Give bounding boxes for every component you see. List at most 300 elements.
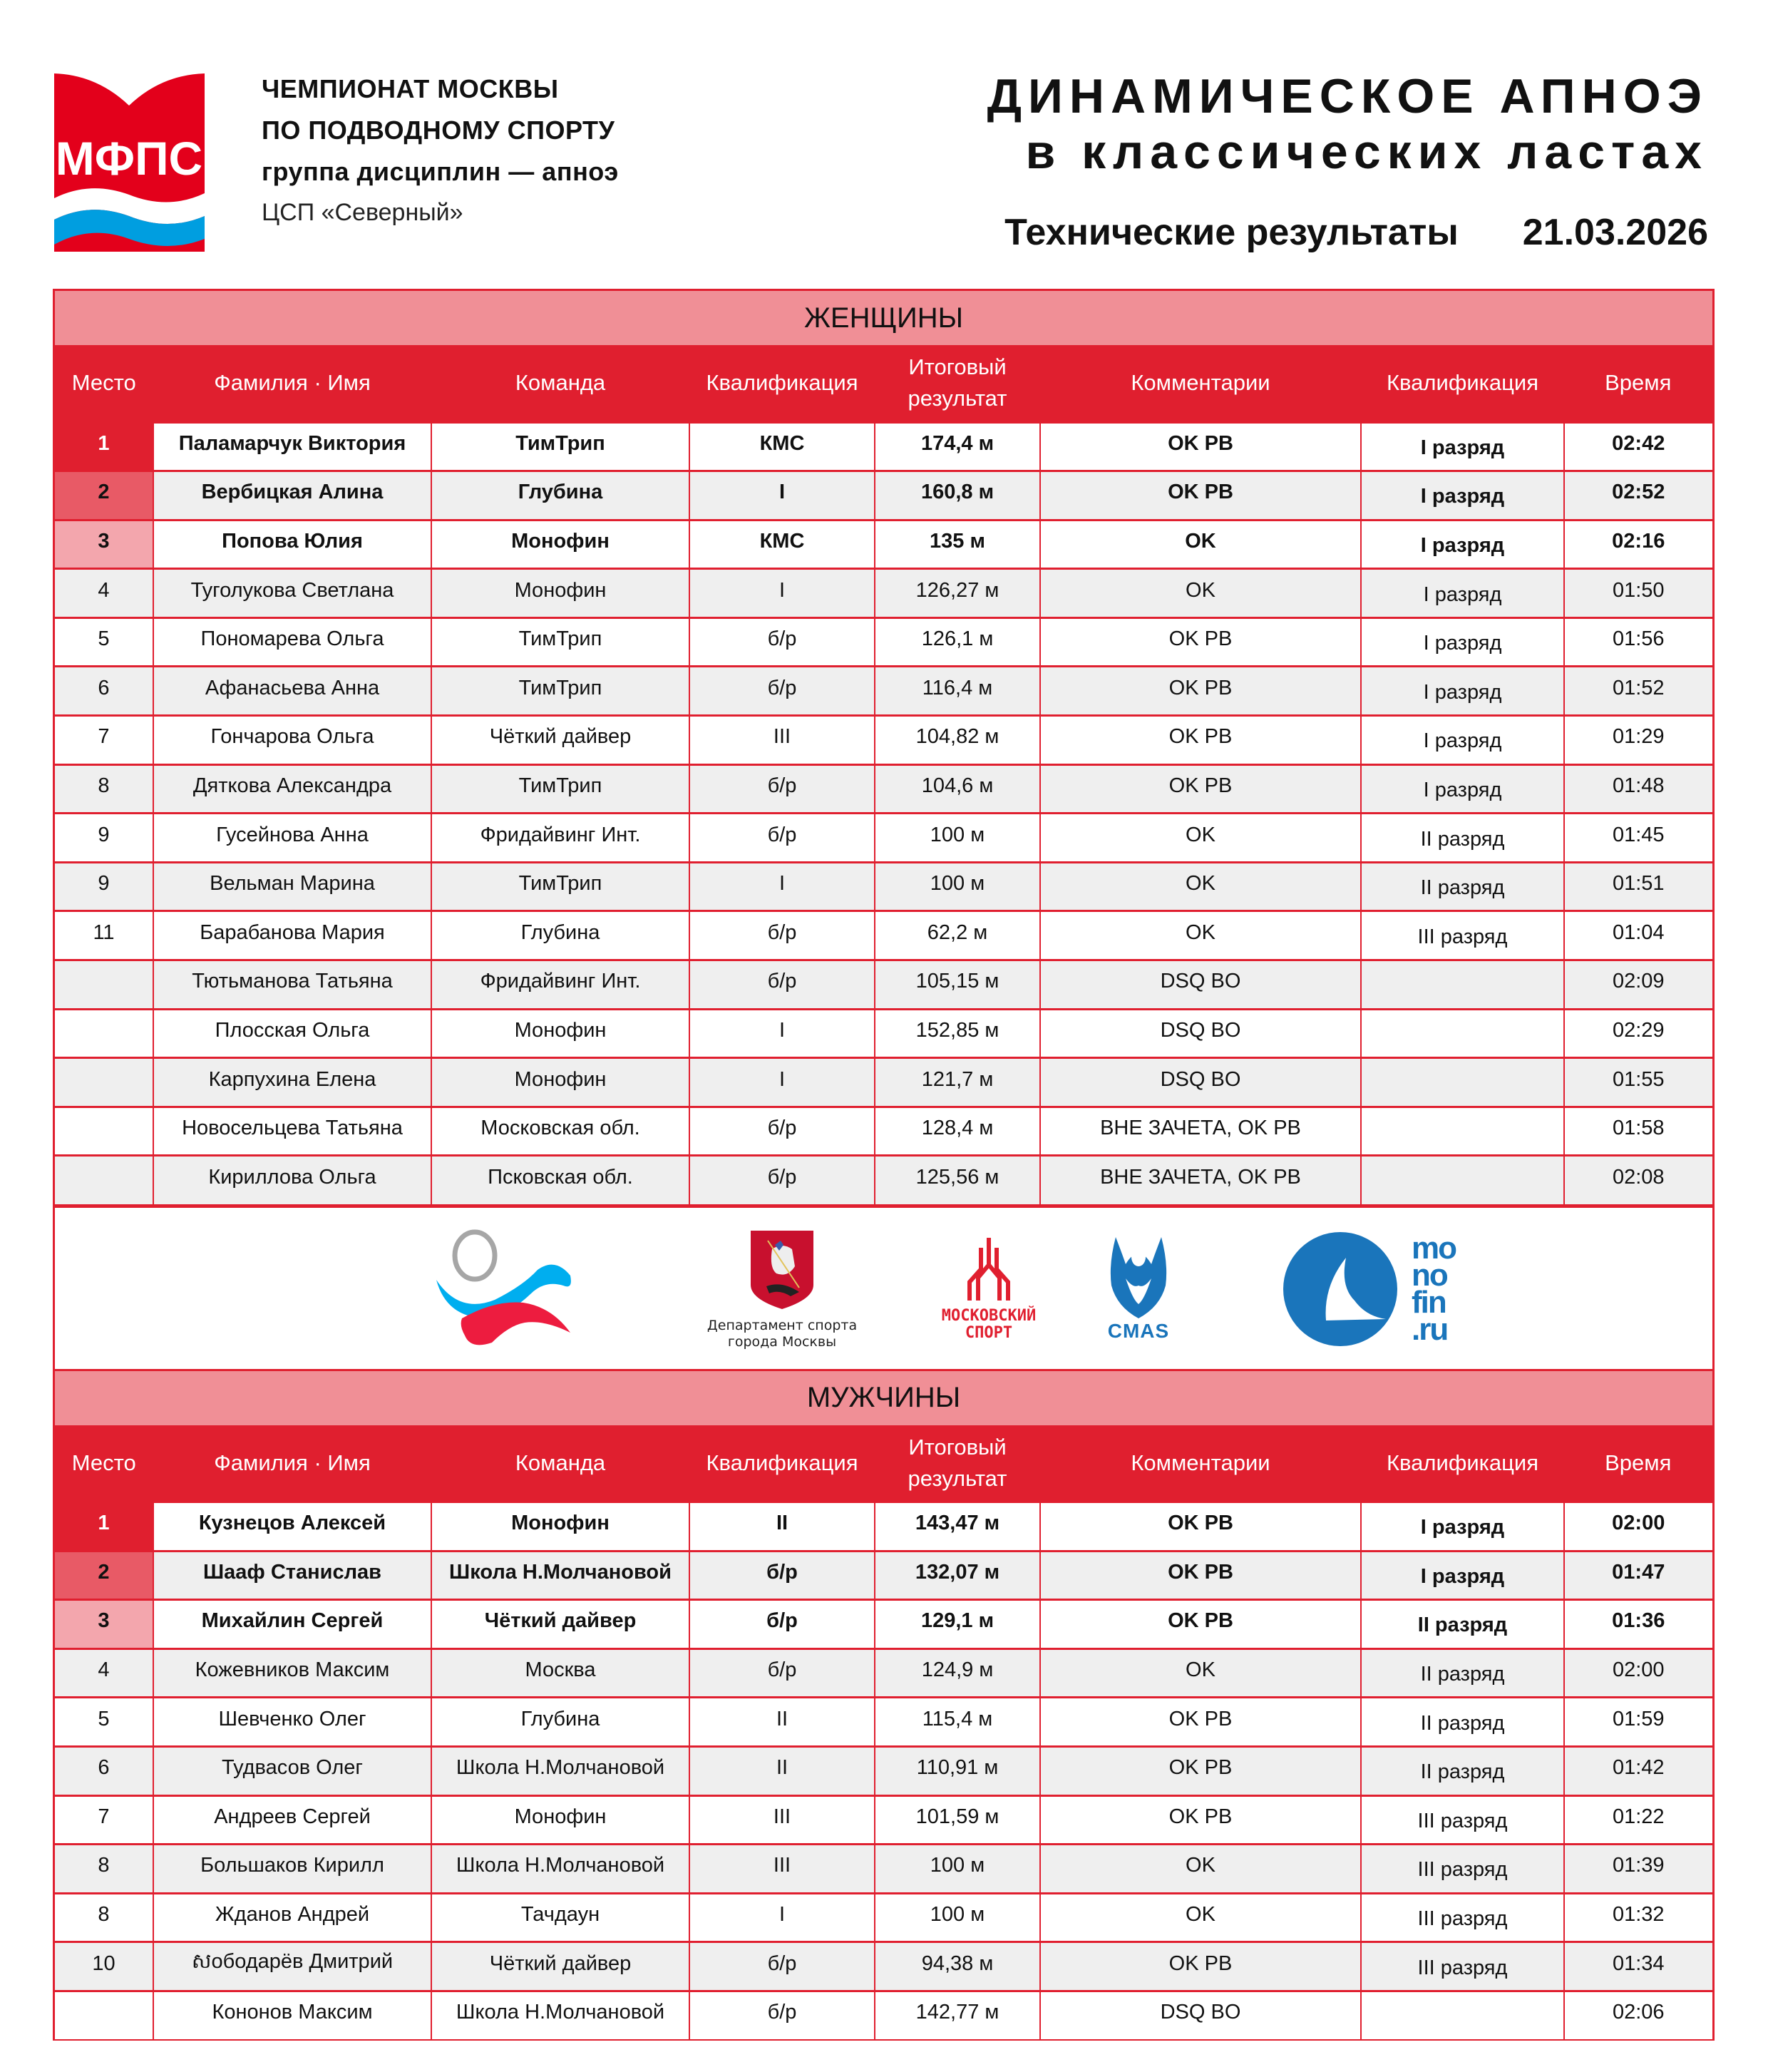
table-row xyxy=(55,1942,1712,1991)
cell-time xyxy=(1564,617,1712,667)
monofin-fin-icon xyxy=(1280,1229,1400,1349)
cell-time xyxy=(1564,814,1712,863)
comment-value: DSQ BO xyxy=(1160,1067,1241,1091)
place-value: 9 xyxy=(98,872,110,896)
cell-athlete-name xyxy=(153,960,431,1010)
cell-team xyxy=(431,1845,689,1894)
cell-athlete-name xyxy=(153,1746,431,1795)
cell-time xyxy=(1564,1009,1712,1058)
comment-value: OK PB xyxy=(1168,774,1233,797)
time-value: 01:39 xyxy=(1612,1854,1665,1877)
col-team: Команда xyxy=(431,345,689,422)
women-results-section xyxy=(53,289,1715,2041)
cell-comment xyxy=(1040,1551,1361,1600)
cell-place xyxy=(55,1551,153,1600)
women-results-table xyxy=(55,345,1712,1206)
cell-team xyxy=(431,1600,689,1649)
cell-team xyxy=(431,520,689,569)
cell-rank xyxy=(1361,862,1564,911)
cell-team xyxy=(431,862,689,911)
cell-result xyxy=(875,1845,1040,1894)
result-value: 126,1 м xyxy=(921,627,994,651)
rank-value: II разряд xyxy=(1420,1663,1505,1686)
women-section-title: ЖЕНЩИНЫ xyxy=(55,289,1712,345)
team-value: Фридайвинг Инт. xyxy=(480,823,641,846)
cell-result xyxy=(875,1698,1040,1747)
men-rows xyxy=(55,1502,1712,2041)
rank-value: I разряд xyxy=(1420,1564,1505,1588)
col-qualification: Квалификация xyxy=(689,345,875,422)
moscow-coat-of-arms-icon xyxy=(748,1228,816,1311)
time-value: 01:34 xyxy=(1612,1952,1665,1975)
cell-result xyxy=(875,764,1040,814)
comment-value: DSQ BO xyxy=(1160,1018,1241,1042)
rank-value: II разряд xyxy=(1420,1711,1505,1735)
cell-time xyxy=(1564,1551,1712,1600)
cell-comment xyxy=(1040,1600,1361,1649)
cell-comment xyxy=(1040,1845,1361,1894)
time-value: 02:08 xyxy=(1612,1165,1665,1189)
cell-athlete-name xyxy=(153,520,431,569)
athlete-name-value: Кириллова Ольга xyxy=(208,1165,376,1189)
cell-comment xyxy=(1040,422,1361,471)
moscow-sport-logo xyxy=(910,1208,1067,1371)
cell-place xyxy=(55,1698,153,1747)
cell-result xyxy=(875,471,1040,520)
athlete-name-value: Михайлин Сергей xyxy=(201,1609,384,1633)
athlete-name-value: Карпухина Елена xyxy=(208,1067,376,1091)
team-value: Чёткий дайвер xyxy=(484,1609,637,1633)
monofin-logo xyxy=(1233,1208,1504,1371)
rank-value: III разряд xyxy=(1417,1809,1508,1832)
result-value: 129,1 м xyxy=(920,1609,994,1633)
cell-comment xyxy=(1040,1107,1361,1156)
cell-place xyxy=(55,1009,153,1058)
monofin-word-4: .ru xyxy=(1412,1312,1448,1347)
cell-result xyxy=(875,1600,1040,1649)
result-value: 160,8 м xyxy=(920,481,994,504)
subtitle-row xyxy=(1004,211,1708,254)
qualification-value: I xyxy=(778,1067,786,1091)
cell-place xyxy=(55,814,153,863)
cell-result xyxy=(875,814,1040,863)
team-value: Московская обл. xyxy=(480,1117,640,1140)
comment-value: OK PB xyxy=(1168,1609,1233,1633)
cell-athlete-name xyxy=(153,1600,431,1649)
qualification-value: б/р xyxy=(767,627,797,651)
cell-time xyxy=(1564,569,1712,618)
cell-result xyxy=(875,1058,1040,1107)
cell-athlete-name xyxy=(153,814,431,863)
comment-value: OK xyxy=(1186,578,1216,602)
event-date: 21.03.2026 xyxy=(1522,212,1708,253)
cell-comment xyxy=(1040,667,1361,716)
cell-athlete-name xyxy=(153,667,431,716)
time-value: 01:48 xyxy=(1612,774,1665,797)
cell-team xyxy=(431,1058,689,1107)
place-value: 10 xyxy=(92,1952,115,1975)
cell-team xyxy=(431,569,689,618)
table-row xyxy=(55,1698,1712,1747)
athlete-name-value: Барабанова Мария xyxy=(200,920,385,944)
cell-comment xyxy=(1040,471,1361,520)
moscow-dept-caption-1: Департамент спорта xyxy=(706,1318,858,1333)
qualification-value: III xyxy=(773,1854,791,1877)
cell-team xyxy=(431,1156,689,1205)
monofin-word-3: fin xyxy=(1412,1285,1446,1320)
qualification-value: I xyxy=(778,1018,786,1042)
cell-athlete-name xyxy=(153,1551,431,1600)
comment-value: OK PB xyxy=(1168,725,1233,749)
cell-qualification xyxy=(689,471,875,520)
cell-comment xyxy=(1040,1795,1361,1845)
cell-comment xyxy=(1040,1942,1361,1991)
table-header-row xyxy=(55,345,1712,422)
col-place: Место xyxy=(55,1425,153,1502)
cell-rank xyxy=(1361,1845,1564,1894)
cell-rank xyxy=(1361,1058,1564,1107)
comment-value: OK xyxy=(1186,1658,1216,1682)
cell-time xyxy=(1564,1156,1712,1205)
cell-comment xyxy=(1040,1991,1361,2040)
cell-rank xyxy=(1361,1942,1564,1991)
cell-time xyxy=(1564,520,1712,569)
cell-place xyxy=(55,1845,153,1894)
result-value: 135 м xyxy=(930,529,985,553)
comment-value: OK PB xyxy=(1168,1952,1233,1975)
team-value: ТимТрип xyxy=(518,676,602,699)
athlete-name-value: Пономарева Ольга xyxy=(200,627,384,651)
qualification-value: I xyxy=(778,872,786,896)
cell-qualification xyxy=(689,1698,875,1747)
qualification-value: б/р xyxy=(767,970,797,993)
cell-comment xyxy=(1040,1893,1361,1942)
col-rank: Квалификация xyxy=(1361,345,1564,422)
team-value: Монофин xyxy=(514,1805,607,1828)
col-result-line-2: результат xyxy=(908,386,1007,411)
cell-result xyxy=(875,1893,1040,1942)
cell-time xyxy=(1564,1698,1712,1747)
qualification-value: КМС xyxy=(759,529,805,553)
col-comment: Комментарии xyxy=(1040,345,1361,422)
cell-time xyxy=(1564,862,1712,911)
qualification-value: I xyxy=(778,1903,786,1927)
cell-rank xyxy=(1361,667,1564,716)
result-value: 116,4 м xyxy=(922,676,993,699)
rank-value: I разряд xyxy=(1423,680,1502,704)
cell-rank xyxy=(1361,1600,1564,1649)
time-value: 02:09 xyxy=(1612,970,1665,993)
cell-rank xyxy=(1361,1156,1564,1205)
rank-value: II разряд xyxy=(1420,876,1505,900)
cell-rank xyxy=(1361,1746,1564,1795)
cell-qualification xyxy=(689,1502,875,1552)
result-value: 126,27 м xyxy=(915,578,999,602)
cell-team xyxy=(431,667,689,716)
comment-value: OK PB xyxy=(1168,481,1233,504)
athlete-name-value: Кожевников Максим xyxy=(195,1658,390,1682)
qualification-value: КМС xyxy=(759,431,805,455)
time-value: 01:22 xyxy=(1612,1805,1665,1828)
team-value: Глубина xyxy=(518,481,603,504)
athlete-name-value: Дяткова Александра xyxy=(192,774,392,797)
cell-qualification xyxy=(689,1058,875,1107)
col-name: Фамилия · Имя xyxy=(153,1425,431,1502)
table-row xyxy=(55,911,1712,960)
result-value: 121,7 м xyxy=(921,1067,994,1091)
time-value: 01:50 xyxy=(1612,578,1665,602)
col-team: Команда xyxy=(431,1425,689,1502)
team-value: Монофин xyxy=(511,1512,610,1535)
qualification-value: I xyxy=(778,481,786,504)
cell-rank xyxy=(1361,422,1564,471)
cell-team xyxy=(431,1009,689,1058)
athlete-name-value: Жданов Андрей xyxy=(215,1903,370,1927)
result-value: 101,59 м xyxy=(915,1805,999,1828)
qualification-value: II xyxy=(776,1512,788,1535)
result-value: 104,82 м xyxy=(915,725,999,749)
mfps-logo-text: МФПС xyxy=(55,132,203,185)
table-row xyxy=(55,960,1712,1010)
table-row xyxy=(55,1107,1712,1156)
cell-athlete-name xyxy=(153,569,431,618)
place-value: 6 xyxy=(98,676,110,699)
team-value: Школа Н.Молчановой xyxy=(456,2001,665,2024)
table-row xyxy=(55,1600,1712,1649)
table-row xyxy=(55,422,1712,471)
cell-comment xyxy=(1040,1746,1361,1795)
cell-qualification xyxy=(689,814,875,863)
place-value: 7 xyxy=(98,725,110,749)
cell-rank xyxy=(1361,617,1564,667)
place-value: 8 xyxy=(98,774,110,797)
cell-athlete-name xyxy=(153,422,431,471)
athlete-name-value: Кононов Максим xyxy=(212,2001,373,2024)
team-value: Псковская обл. xyxy=(488,1165,633,1189)
col-time: Время xyxy=(1564,345,1712,422)
cell-comment xyxy=(1040,814,1361,863)
table-row xyxy=(55,1551,1712,1600)
time-value: 02:52 xyxy=(1612,481,1665,504)
cell-athlete-name xyxy=(153,1698,431,1747)
time-value: 01:52 xyxy=(1612,676,1665,699)
result-value: 100 м xyxy=(930,1903,985,1927)
col-qualification: Квалификация xyxy=(689,1425,875,1502)
cell-comment xyxy=(1040,617,1361,667)
col-rank: Квалификация xyxy=(1361,1425,1564,1502)
qualification-value: б/р xyxy=(766,1560,798,1584)
cell-time xyxy=(1564,716,1712,765)
cell-comment xyxy=(1040,520,1361,569)
rank-value: I разряд xyxy=(1420,485,1505,508)
cell-team xyxy=(431,1107,689,1156)
cell-result xyxy=(875,1795,1040,1845)
place-value: 1 xyxy=(98,1512,110,1535)
cell-result xyxy=(875,1502,1040,1552)
qualification-value: б/р xyxy=(767,1658,797,1682)
result-value: 105,15 м xyxy=(915,970,999,993)
result-value: 104,6 м xyxy=(921,774,994,797)
table-header-row xyxy=(55,1425,1712,1502)
rank-value: II разряд xyxy=(1420,827,1505,851)
time-value: 01:36 xyxy=(1612,1609,1665,1633)
moscow-dept-caption-2: города Москвы xyxy=(727,1334,837,1350)
table-row xyxy=(55,471,1712,520)
table-row xyxy=(55,1058,1712,1107)
cell-place xyxy=(55,1600,153,1649)
cell-time xyxy=(1564,1795,1712,1845)
cell-team xyxy=(431,1893,689,1942)
cell-result xyxy=(875,862,1040,911)
athlete-name-value: Шааф Станислав xyxy=(203,1560,381,1584)
cell-team xyxy=(431,814,689,863)
cell-time xyxy=(1564,667,1712,716)
athlete-name-value: Вербицкая Алина xyxy=(201,481,384,504)
monofin-word-1: mo xyxy=(1412,1231,1456,1266)
team-value: ТимТрип xyxy=(518,872,602,896)
cell-time xyxy=(1564,1107,1712,1156)
cell-comment xyxy=(1040,862,1361,911)
cell-place xyxy=(55,764,153,814)
qualification-value: б/р xyxy=(767,676,797,699)
cell-result xyxy=(875,617,1040,667)
cell-comment xyxy=(1040,569,1361,618)
cell-time xyxy=(1564,1845,1712,1894)
comment-value: ВНЕ ЗАЧЕТА, OK PB xyxy=(1100,1117,1301,1140)
cell-athlete-name xyxy=(153,1009,431,1058)
rank-value: III разряд xyxy=(1417,1956,1508,1979)
athlete-name-value: Большаков Кирилл xyxy=(200,1854,384,1877)
cell-result xyxy=(875,1746,1040,1795)
cell-team xyxy=(431,911,689,960)
cell-qualification xyxy=(689,1845,875,1894)
place-value: 11 xyxy=(93,920,115,944)
place-value: 8 xyxy=(98,1903,110,1927)
time-value: 01:56 xyxy=(1612,627,1665,651)
result-value: 100 м xyxy=(930,1854,985,1877)
cell-qualification xyxy=(689,1009,875,1058)
rank-value: I разряд xyxy=(1420,1516,1505,1539)
time-value: 02:29 xyxy=(1612,1018,1665,1042)
cell-place xyxy=(55,1893,153,1942)
cell-qualification xyxy=(689,1893,875,1942)
cell-result xyxy=(875,716,1040,765)
cell-place xyxy=(55,1942,153,1991)
mfps-logo-icon xyxy=(54,73,205,252)
qualification-value: б/р xyxy=(767,823,797,846)
table-row xyxy=(55,1845,1712,1894)
team-value: Москва xyxy=(525,1658,596,1682)
cell-place xyxy=(55,716,153,765)
cell-time xyxy=(1564,1942,1712,1991)
federation-logo xyxy=(427,1208,612,1371)
cell-rank xyxy=(1361,1648,1564,1698)
cell-rank xyxy=(1361,764,1564,814)
comment-value: ВНЕ ЗАЧЕТА, OK PB xyxy=(1100,1165,1301,1189)
athlete-name-value: Андреев Сергей xyxy=(214,1805,371,1828)
athlete-name-value: Вельман Марина xyxy=(210,872,375,896)
cell-athlete-name xyxy=(153,617,431,667)
col-result-line-1: Итоговый xyxy=(908,354,1007,380)
cell-team xyxy=(431,1795,689,1845)
cell-qualification xyxy=(689,1795,875,1845)
time-value: 02:42 xyxy=(1612,431,1665,455)
cell-team xyxy=(431,764,689,814)
cell-place xyxy=(55,569,153,618)
place-value: 3 xyxy=(98,1609,110,1633)
cell-rank xyxy=(1361,814,1564,863)
cell-qualification xyxy=(689,1600,875,1649)
organizer-block xyxy=(262,68,619,232)
table-row xyxy=(55,1009,1712,1058)
document-subtitle: Технические результаты xyxy=(1004,212,1459,253)
rank-value: II разряд xyxy=(1420,1760,1505,1784)
time-value: 01:45 xyxy=(1612,823,1665,846)
qualification-value: I xyxy=(778,578,786,602)
cell-time xyxy=(1564,1648,1712,1698)
cell-qualification xyxy=(689,911,875,960)
time-value: 02:16 xyxy=(1612,529,1665,553)
cell-team xyxy=(431,617,689,667)
cell-place xyxy=(55,667,153,716)
men-section-title: МУЖЧИНЫ xyxy=(55,1369,1712,1425)
org-line-3: группа дисциплин — апноэ xyxy=(262,157,619,186)
result-value: 110,91 м xyxy=(916,1756,999,1780)
cell-qualification xyxy=(689,764,875,814)
cell-comment xyxy=(1040,960,1361,1010)
cell-qualification xyxy=(689,960,875,1010)
comment-value: OK PB xyxy=(1168,1560,1233,1584)
cell-result xyxy=(875,422,1040,471)
monofin-word-2: no xyxy=(1412,1258,1447,1293)
moscow-sport-caption-1: МОСКОВСКИЙ xyxy=(941,1307,1037,1325)
venue: ЦСП «Северный» xyxy=(262,199,463,226)
comment-value: OK PB xyxy=(1168,1707,1233,1730)
cell-team xyxy=(431,960,689,1010)
cell-place xyxy=(55,1058,153,1107)
cell-result xyxy=(875,1156,1040,1205)
comment-value: OK PB xyxy=(1168,1512,1233,1535)
cell-qualification xyxy=(689,569,875,618)
athlete-name-value: Гончарова Ольга xyxy=(210,725,374,749)
rank-value: I разряд xyxy=(1420,436,1505,459)
table-row xyxy=(55,520,1712,569)
cell-result xyxy=(875,1009,1040,1058)
cell-result xyxy=(875,1648,1040,1698)
result-value: 125,56 м xyxy=(915,1165,999,1189)
place-value: 2 xyxy=(98,1560,110,1584)
result-value: 115,4 м xyxy=(922,1707,993,1730)
cell-place xyxy=(55,1746,153,1795)
result-value: 94,38 м xyxy=(921,1952,994,1975)
cell-team xyxy=(431,1991,689,2040)
result-value: 100 м xyxy=(930,823,985,846)
cell-team xyxy=(431,1698,689,1747)
col-result xyxy=(875,1425,1040,1502)
cell-athlete-name xyxy=(153,862,431,911)
swimmer-waves-logo-icon xyxy=(431,1229,609,1350)
comment-value: OK xyxy=(1186,1903,1216,1927)
comment-value: OK xyxy=(1186,1854,1216,1877)
cell-place xyxy=(55,911,153,960)
time-value: 01:32 xyxy=(1612,1903,1665,1927)
team-value: Монофин xyxy=(511,529,610,553)
cell-rank xyxy=(1361,1795,1564,1845)
comment-value: OK xyxy=(1186,920,1216,944)
cell-result xyxy=(875,960,1040,1010)
moscow-sport-department-logo xyxy=(689,1208,875,1371)
rank-value: I разряд xyxy=(1423,729,1502,753)
